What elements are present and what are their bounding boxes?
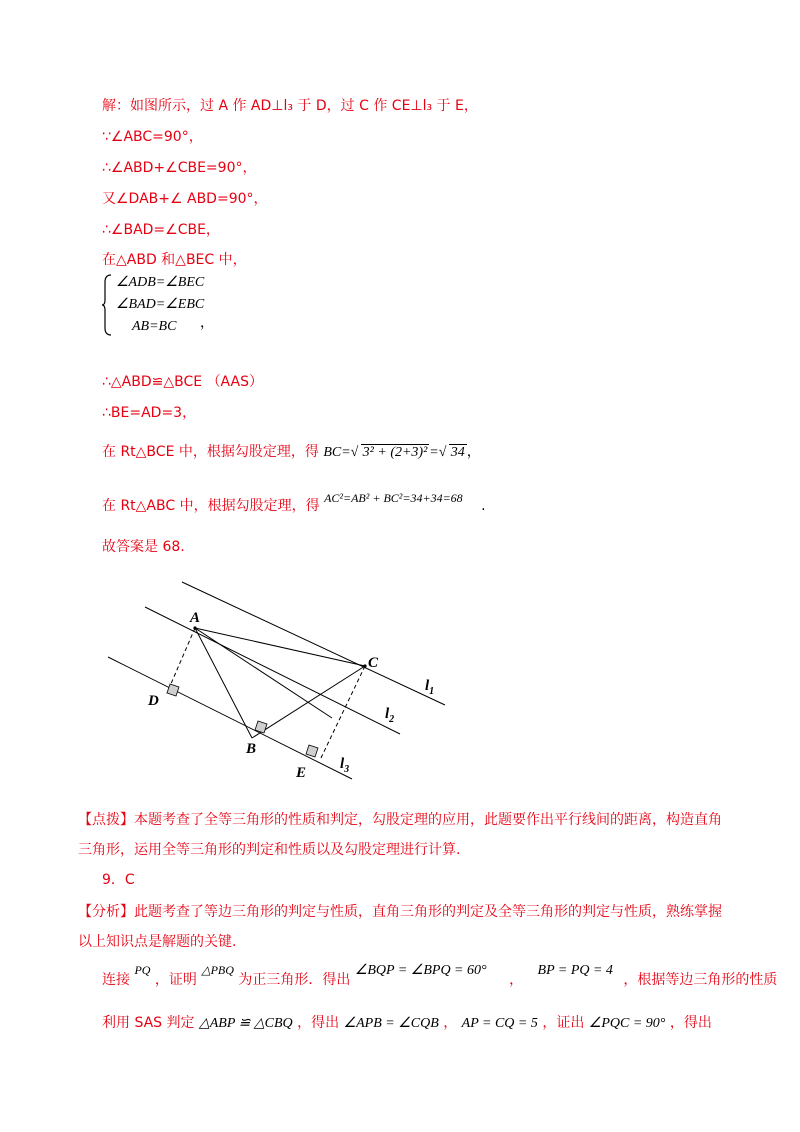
solution-line-11: 故答案是 68. bbox=[102, 539, 185, 555]
geometry-figure bbox=[100, 570, 480, 790]
question-9-number: 9．C bbox=[102, 872, 135, 888]
label-d: D bbox=[148, 693, 159, 709]
solution-line-7: ∴△ABD≌△BCE （AAS） bbox=[102, 374, 263, 390]
ap-cq-math: AP = CQ = 5 bbox=[461, 1016, 538, 1031]
label-l2: $l_2$ bbox=[385, 706, 395, 725]
right-angle-e bbox=[306, 745, 318, 757]
tip-paragraph bbox=[78, 805, 728, 865]
system-comma: ， bbox=[200, 315, 214, 331]
segment-a-l2 bbox=[195, 628, 332, 718]
congruence-math: △ABP ≌ △CBQ bbox=[198, 1016, 293, 1031]
solution-line-9: 在 Rt△BCE 中，根据勾股定理，得 BC= √ 3² + (2+3)² = √ 34 ， bbox=[102, 442, 481, 463]
sqrt-expression-1: √ 3² + (2+3)² bbox=[350, 445, 428, 460]
solution-line-8: ∴BE=AD=3， bbox=[102, 405, 197, 421]
system-line-2: ∠BAD=∠EBC bbox=[116, 297, 205, 312]
analysis-text: 此题考查了等边三角形的判定与性质，直角三角形的判定及全等三角形的判定与性质，熟练掌握以上知识点是解题的关键. bbox=[78, 904, 722, 950]
label-c: C bbox=[368, 655, 379, 671]
segment-ac bbox=[195, 628, 365, 666]
label-a: A bbox=[190, 610, 201, 626]
label-l3: $l_3$ bbox=[340, 756, 350, 775]
angle-pqc-math: ∠PQC = 90° bbox=[588, 1016, 666, 1031]
line-l3 bbox=[108, 657, 352, 779]
solution-line-5: ∴∠BAD=∠CBE， bbox=[102, 222, 220, 238]
sqrt-expression-2: √ 34 bbox=[438, 445, 465, 460]
triangle-pbq-math: △PBQ bbox=[201, 963, 234, 977]
segment-ad bbox=[167, 628, 195, 693]
tip-text: 本题考查了全等三角形的性质和判定，勾股定理的应用，此题要作出平行线间的距离，构造直角三角形，运用全等三角形的判定和性质以及勾股定理进行计算. bbox=[78, 812, 722, 858]
equation-system bbox=[102, 272, 242, 338]
system-line-1: ∠ADB=∠BEC bbox=[116, 275, 205, 290]
label-b: B bbox=[246, 741, 257, 757]
solution-line-2: ∵∠ABC=90°， bbox=[102, 129, 203, 145]
left-brace bbox=[102, 274, 112, 336]
solution-line-3: ∴∠ABD+∠CBE=90°， bbox=[102, 160, 257, 176]
analysis-tag: 【分析】 bbox=[78, 904, 134, 920]
label-l1: $l_1$ bbox=[425, 678, 435, 697]
line-9-tail: ， bbox=[466, 444, 481, 460]
line-10-tail: . bbox=[481, 498, 486, 514]
bp-pq-math: BP = PQ = 4 bbox=[537, 963, 613, 978]
solution-line-4: 又∠DAB+∠ ABD=90°， bbox=[102, 191, 268, 207]
line-10-math: AC²=AB² + BC²=34+34=68 bbox=[324, 491, 463, 505]
analysis-paragraph bbox=[78, 897, 728, 957]
tip-tag: 【点拨】 bbox=[78, 812, 134, 828]
right-angle-d bbox=[167, 684, 179, 696]
line-l1 bbox=[182, 582, 445, 705]
line-9-text: 在 Rt△BCE 中，根据勾股定理，得 bbox=[102, 444, 319, 460]
analysis-line-1: 连接 PQ ，证明 △PBQ 为正三角形．得出 ∠BQP = ∠BPQ = 60° ， BP = PQ = 4 ，根据等边三角形的性质 bbox=[102, 963, 778, 988]
line-l2 bbox=[145, 607, 400, 734]
angle-bqp-math: ∠BQP = ∠BPQ = 60° bbox=[354, 963, 487, 978]
system-line-3: AB=BC bbox=[132, 319, 177, 334]
solution-line-6: 在△ABD 和△BEC 中， bbox=[102, 252, 247, 268]
solution-line-1: 解：如图所示，过 A 作 AD⊥l₃ 于 D，过 C 作 CE⊥l₃ 于 E， bbox=[102, 98, 478, 114]
segment-ab bbox=[195, 628, 252, 738]
pq-math: PQ bbox=[134, 963, 151, 977]
label-e: E bbox=[296, 765, 307, 781]
line-10-text: 在 Rt△ABC 中，根据勾股定理，得 bbox=[102, 498, 320, 514]
line-9-bc: BC= bbox=[323, 445, 351, 460]
angle-apb-math: ∠APB = ∠CQB bbox=[343, 1016, 439, 1031]
solution-line-10 bbox=[102, 491, 486, 516]
analysis-line-2: 利用 SAS 判定 △ABP ≌ △CBQ ，得出 ∠APB = ∠CQB ， AP = CQ = 5 ，证出 ∠PQC = 90° ，得出 bbox=[102, 1015, 712, 1031]
